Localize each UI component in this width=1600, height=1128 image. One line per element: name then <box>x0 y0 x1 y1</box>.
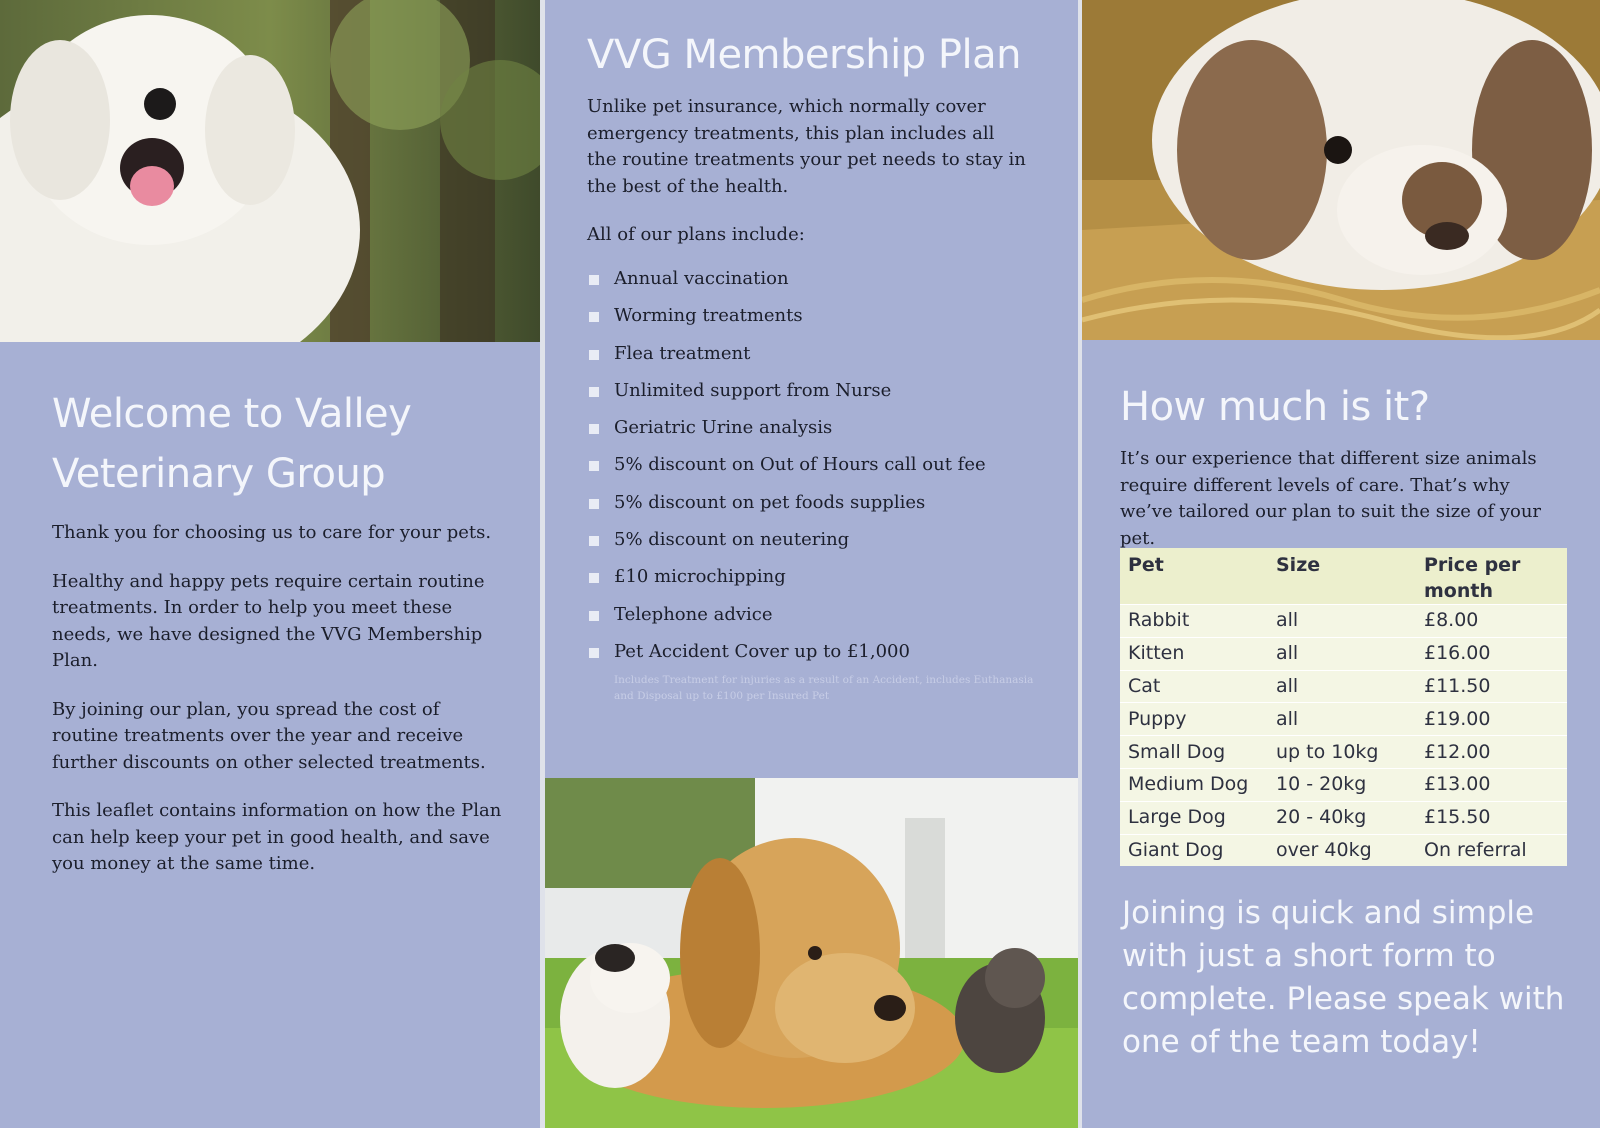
pet-cell: Puppy <box>1120 703 1268 736</box>
price-cell: £11.50 <box>1416 670 1567 703</box>
column-header-pet: Pet <box>1120 548 1268 605</box>
size-cell: all <box>1268 637 1416 670</box>
price-cell: £19.00 <box>1416 703 1567 736</box>
benefit-item <box>587 303 1047 340</box>
membership-title: VVG Membership Plan <box>587 32 1021 78</box>
puppy-and-kittens-illustration <box>545 778 1078 1128</box>
membership-panel <box>545 0 1078 1128</box>
square-bullet-icon <box>589 312 599 322</box>
square-bullet-icon <box>589 387 599 397</box>
price-cell: £13.00 <box>1416 768 1567 801</box>
benefit-item <box>587 266 1047 303</box>
square-bullet-icon <box>589 573 599 583</box>
size-cell: all <box>1268 670 1416 703</box>
welcome-paragraph: By joining our plan, you spread the cost of routine treatments over the year and receive further discounts on other selected treatments. <box>52 698 486 773</box>
rabbit-photo <box>1082 0 1600 340</box>
welcome-paragraph: Healthy and happy pets require certain routine treatments. In order to help you meet these needs, we have designed the VVG Membership Plan. <box>52 570 485 671</box>
square-bullet-icon <box>589 461 599 471</box>
benefit-item <box>587 341 1047 378</box>
table-row <box>1120 703 1567 736</box>
size-cell: 20 - 40kg <box>1268 801 1416 834</box>
table-header-row <box>1120 548 1567 605</box>
size-cell: all <box>1268 605 1416 638</box>
pet-cell: Small Dog <box>1120 736 1268 769</box>
pet-cell: Cat <box>1120 670 1268 703</box>
square-bullet-icon <box>589 611 599 621</box>
table-row <box>1120 736 1567 769</box>
rabbit-illustration <box>1082 0 1600 340</box>
price-cell: £8.00 <box>1416 605 1567 638</box>
benefit-item <box>587 602 1047 639</box>
table-row <box>1120 834 1567 866</box>
pricing-intro: It’s our experience that different size animals require different levels of care. That’s why we’ve tailored our plan to suit the size of your pet. <box>1120 448 1542 549</box>
welcome-paragraph: Thank you for choosing us to care for your pets. <box>52 522 492 543</box>
membership-intro: Unlike pet insurance, which normally cover emergency treatments, this plan includes all the routine treatments your pet needs to stay in the best of the health. <box>587 96 1026 197</box>
square-bullet-icon <box>589 275 599 285</box>
benefit-label: Unlimited support from Nurse <box>614 379 892 401</box>
table-row <box>1120 801 1567 834</box>
benefit-label: £10 microchipping <box>614 566 786 588</box>
price-cell: £15.50 <box>1416 801 1567 834</box>
includes-label: All of our plans include: <box>587 224 805 245</box>
white-dog-photo <box>0 0 540 342</box>
price-table <box>1120 548 1567 866</box>
table-row <box>1120 670 1567 703</box>
price-cell: £12.00 <box>1416 736 1567 769</box>
welcome-paragraph: This leaflet contains information on how the Plan can help keep your pet in good health, and save you money at the same time. <box>52 800 502 874</box>
column-header-price: Price per month <box>1416 548 1567 605</box>
benefit-label: Pet Accident Cover up to £1,000 <box>614 640 910 662</box>
pet-cell: Medium Dog <box>1120 768 1268 801</box>
square-bullet-icon <box>589 499 599 509</box>
welcome-panel <box>0 0 540 1128</box>
square-bullet-icon <box>589 350 599 360</box>
benefit-item <box>587 490 1047 527</box>
benefit-label: Worming treatments <box>614 305 803 327</box>
price-cell: £16.00 <box>1416 637 1567 670</box>
benefit-item <box>587 527 1047 564</box>
benefit-item <box>587 564 1047 601</box>
square-bullet-icon <box>589 424 599 434</box>
pricing-panel <box>1082 0 1600 1128</box>
accident-cover-footnote: Includes Treatment for injuries as a result of an Accident, includes Euthanasia and Disposal up to £100 per Insured Pet <box>614 674 1034 702</box>
benefit-label: 5% discount on pet foods supplies <box>614 491 926 513</box>
benefit-item <box>587 452 1047 489</box>
puppy-and-kittens-photo <box>545 778 1078 1128</box>
joining-call-to-action: Joining is quick and simple with just a short form to complete. Please speak with one of the team today! <box>1122 895 1565 1060</box>
benefit-label: Telephone advice <box>614 603 773 625</box>
benefit-label: 5% discount on Out of Hours call out fee <box>614 454 986 476</box>
square-bullet-icon <box>589 536 599 546</box>
pet-cell: Rabbit <box>1120 605 1268 638</box>
price-cell: On referral <box>1416 834 1567 866</box>
size-cell: up to 10kg <box>1268 736 1416 769</box>
pet-cell: Kitten <box>1120 637 1268 670</box>
benefit-label: Annual vaccination <box>614 268 789 289</box>
pricing-title: How much is it? <box>1120 384 1430 430</box>
pet-cell: Large Dog <box>1120 801 1268 834</box>
benefit-item <box>587 415 1047 452</box>
benefit-label: Flea treatment <box>614 342 751 364</box>
square-bullet-icon <box>589 648 599 658</box>
pet-cell: Giant Dog <box>1120 834 1268 866</box>
size-cell: over 40kg <box>1268 834 1416 866</box>
benefit-label: 5% discount on neutering <box>614 529 850 551</box>
column-header-size: Size <box>1268 548 1416 605</box>
welcome-title: Welcome to Valley Veterinary Group <box>52 391 412 497</box>
table-row <box>1120 605 1567 638</box>
welcome-body <box>52 520 502 900</box>
table-row <box>1120 768 1567 801</box>
benefit-item <box>587 639 1047 676</box>
size-cell: 10 - 20kg <box>1268 768 1416 801</box>
benefit-item <box>587 378 1047 415</box>
benefits-list <box>587 266 1047 676</box>
size-cell: all <box>1268 703 1416 736</box>
benefit-label: Geriatric Urine analysis <box>614 417 833 439</box>
white-dog-illustration <box>0 0 540 342</box>
table-row <box>1120 637 1567 670</box>
